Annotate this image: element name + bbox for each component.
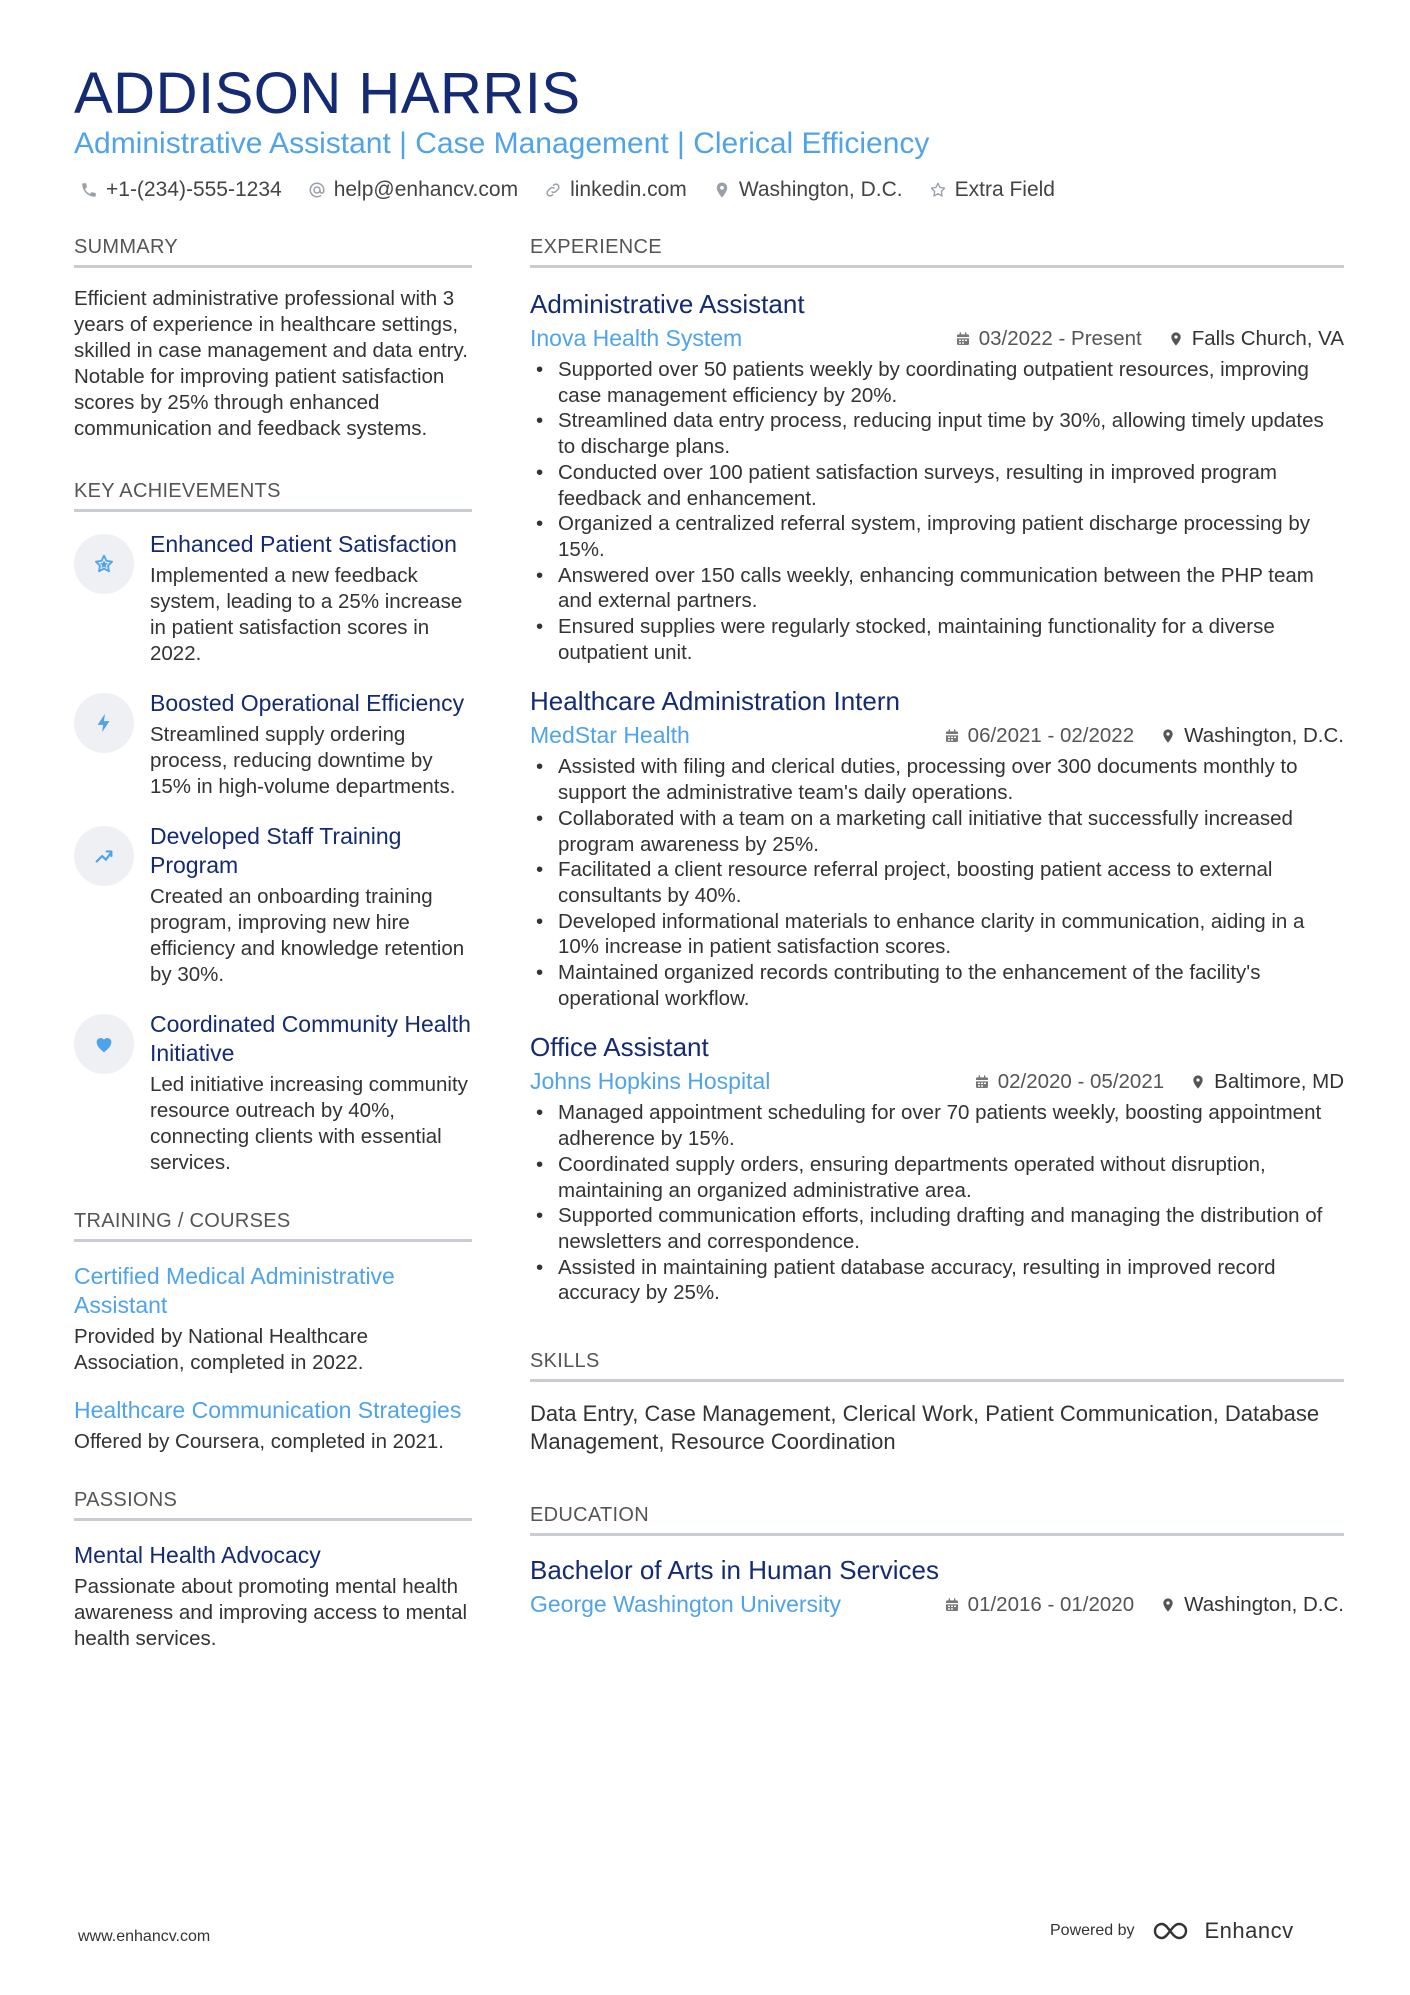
job-bullets [530, 1100, 1344, 1306]
job-location: Falls Church, VA [1191, 326, 1344, 350]
achievement-title: Enhanced Patient Satisfaction [150, 531, 457, 557]
job-bullet: • Coordinated supply orders, ensuring departments operated without disruption, maintaining an organized administrative area. [530, 1152, 1344, 1203]
heart-icon [74, 1014, 134, 1074]
link-icon [544, 181, 562, 199]
course-title: Healthcare Communication Strategies [74, 1397, 462, 1423]
job-dates: 02/2020 - 05/2021 [997, 1069, 1165, 1093]
achievement-title: Coordinated Community Health Initiative [150, 1011, 471, 1066]
school-name: George Washington University [530, 1591, 842, 1618]
job-title: Administrative Assistant [530, 289, 805, 319]
skills-heading: SKILLS [530, 1350, 1344, 1382]
location-pin-icon [1190, 1074, 1206, 1090]
job-bullet: • Maintained organized records contributing to the enhancement of the facility's operational workflow. [530, 960, 1344, 1011]
brand-name: Enhancv [1204, 1918, 1294, 1943]
achievement-item [74, 1010, 472, 1176]
education-location: Washington, D.C. [1184, 1592, 1344, 1616]
achievement-desc: Implemented a new feedback system, leading to a 25% increase in patient satisfaction scores in 2022. [150, 564, 463, 665]
left-column [74, 236, 472, 1652]
skills-text: Data Entry, Case Management, Clerical Work, Patient Communication, Database Management, Resource Coordination [530, 1401, 1320, 1455]
enhancv-logo-icon [1151, 1919, 1197, 1943]
achievement-item [74, 689, 472, 800]
course-desc: Provided by National Healthcare Association, completed in 2022. [74, 1325, 368, 1374]
course-item [74, 1396, 472, 1455]
job-bullet: • Ensured supplies were regularly stocked, maintaining functionality for a diverse outpatient unit. [530, 614, 1344, 665]
job-bullet: • Developed informational materials to enhance clarity in communication, aiding in a 10% increase in patient satisfaction scores. [530, 909, 1344, 960]
email-text: help@enhancv.com [333, 178, 519, 201]
passions-heading: PASSIONS [74, 1489, 472, 1521]
linkedin-text: linkedin.com [570, 178, 687, 201]
achievement-item [74, 822, 472, 988]
at-icon [308, 181, 326, 199]
candidate-headline: Administrative Assistant | Case Management | Clerical Efficiency [74, 127, 930, 160]
job-bullet: • Assisted in maintaining patient database accuracy, resulting in improved record accuracy by 25%. [530, 1255, 1344, 1306]
location-pin-icon [1160, 1597, 1176, 1613]
extra-field-text: Extra Field [954, 178, 1055, 201]
job-bullet: • Managed appointment scheduling for over 70 patients weekly, boosting appointment adherence by 15%. [530, 1100, 1344, 1151]
contact-phone[interactable] [80, 178, 282, 202]
degree-title: Bachelor of Arts in Human Services [530, 1555, 939, 1586]
education-section [530, 1504, 1344, 1619]
training-heading: TRAINING / COURSES [74, 1210, 472, 1242]
job-bullet: • Collaborated with a team on a marketing call initiative that successfully increased program awareness by 25%. [530, 806, 1344, 857]
brand-logo[interactable] [1151, 1918, 1294, 1944]
achievements-section [74, 480, 472, 1176]
job-entry [530, 685, 1344, 1011]
contact-extra [929, 178, 1055, 202]
candidate-name: ADDISON HARRIS [74, 61, 581, 126]
course-title: Certified Medical Administrative Assistant [74, 1263, 395, 1318]
job-bullets [530, 754, 1344, 1011]
job-location: Washington, D.C. [1184, 723, 1344, 747]
course-desc: Offered by Coursera, completed in 2021. [74, 1430, 444, 1453]
achievements-list [74, 530, 472, 1176]
footer-website[interactable]: www.enhancv.com [78, 1928, 211, 1945]
job-entry [530, 1031, 1344, 1306]
contact-email[interactable] [308, 178, 518, 202]
star-icon [74, 534, 134, 594]
job-company: Inova Health System [530, 325, 743, 351]
course-item [74, 1262, 472, 1376]
phone-icon [80, 181, 98, 199]
summary-section [74, 236, 472, 442]
calendar-icon [955, 331, 971, 347]
passion-desc: Passionate about promoting mental health awareness and improving access to mental health services. [74, 1575, 468, 1650]
job-bullets [530, 357, 1344, 665]
job-dates: 03/2022 - Present [978, 326, 1142, 350]
job-meta [530, 1067, 1344, 1096]
achievement-title: Boosted Operational Efficiency [150, 690, 465, 716]
achievement-title: Developed Staff Training Program [150, 823, 402, 878]
calendar-icon [944, 1597, 960, 1613]
job-location: Baltimore, MD [1214, 1069, 1344, 1093]
contact-bar [80, 178, 1055, 202]
location-pin-icon [713, 181, 731, 199]
job-title: Healthcare Administration Intern [530, 686, 900, 717]
calendar-icon [944, 728, 960, 744]
job-company: MedStar Health [530, 722, 690, 749]
contact-linkedin[interactable] [544, 178, 687, 202]
job-bullet: • Answered over 150 calls weekly, enhancing communication between the PHP team and external partners. [530, 563, 1344, 614]
achievement-desc: Led initiative increasing community resource outreach by 40%, connecting clients with essential services. [150, 1073, 468, 1174]
trend-arrow-icon [74, 826, 134, 886]
job-bullet: • Assisted with filing and clerical duties, processing over 300 documents monthly to support the administrative team's daily operations. [530, 754, 1344, 805]
achievement-desc: Created an onboarding training program, improving new hire efficiency and knowledge retention by 30%. [150, 885, 465, 986]
star-outline-icon [929, 181, 947, 199]
phone-text: +1-(234)-555-1234 [106, 178, 282, 201]
achievements-heading: KEY ACHIEVEMENTS [74, 480, 472, 512]
footer-branding [1050, 1918, 1294, 1944]
contact-location [713, 178, 903, 202]
powered-by-text: Powered by [1050, 1922, 1135, 1939]
education-heading: EDUCATION [530, 1504, 1344, 1536]
job-company: Johns Hopkins Hospital [530, 1068, 771, 1095]
calendar-icon [974, 1074, 990, 1090]
experience-section [530, 236, 1344, 1306]
job-bullet: • Organized a centralized referral system, improving patient discharge processing by 15%. [530, 511, 1344, 562]
training-section [74, 1210, 472, 1455]
job-bullet: • Facilitated a client resource referral project, boosting patient access to external consultants by 40%. [530, 857, 1344, 908]
job-bullet: • Supported communication efforts, including drafting and managing the distribution of newsletters and correspondence. [530, 1203, 1344, 1254]
experience-heading: EXPERIENCE [530, 236, 1344, 268]
location-pin-icon [1168, 331, 1184, 347]
summary-heading: SUMMARY [74, 236, 472, 268]
job-dates: 06/2021 - 02/2022 [967, 723, 1135, 747]
education-dates: 01/2016 - 01/2020 [967, 1592, 1135, 1616]
job-bullet: • Supported over 50 patients weekly by coordinating outpatient resources, improving case management efficiency by 20%. [530, 357, 1344, 408]
bolt-icon [74, 693, 134, 753]
achievement-desc: Streamlined supply ordering process, reducing downtime by 15% in high-volume departments. [150, 723, 456, 798]
skills-section [530, 1350, 1344, 1456]
job-bullet: • Conducted over 100 patient satisfaction surveys, resulting in improved program feedback and enhancement. [530, 460, 1344, 511]
job-title: Office Assistant [530, 1032, 709, 1063]
passions-section [74, 1489, 472, 1652]
job-entry [530, 288, 1344, 665]
passion-title: Mental Health Advocacy [74, 1542, 321, 1568]
job-bullet: • Streamlined data entry process, reducing input time by 30%, allowing timely updates to discharge plans. [530, 408, 1344, 459]
achievement-item [74, 530, 472, 667]
location-text: Washington, D.C. [738, 178, 903, 201]
education-meta [530, 1590, 1344, 1619]
right-column [530, 236, 1344, 1619]
job-meta [530, 721, 1344, 750]
job-meta [530, 324, 1344, 353]
location-pin-icon [1160, 728, 1176, 744]
summary-text: Efficient administrative professional with 3 years of experience in healthcare settings, skilled in case management and data entry. Notable for improving patient satisfaction scores by 25% through enhanced communication and feedback systems. [74, 287, 468, 440]
